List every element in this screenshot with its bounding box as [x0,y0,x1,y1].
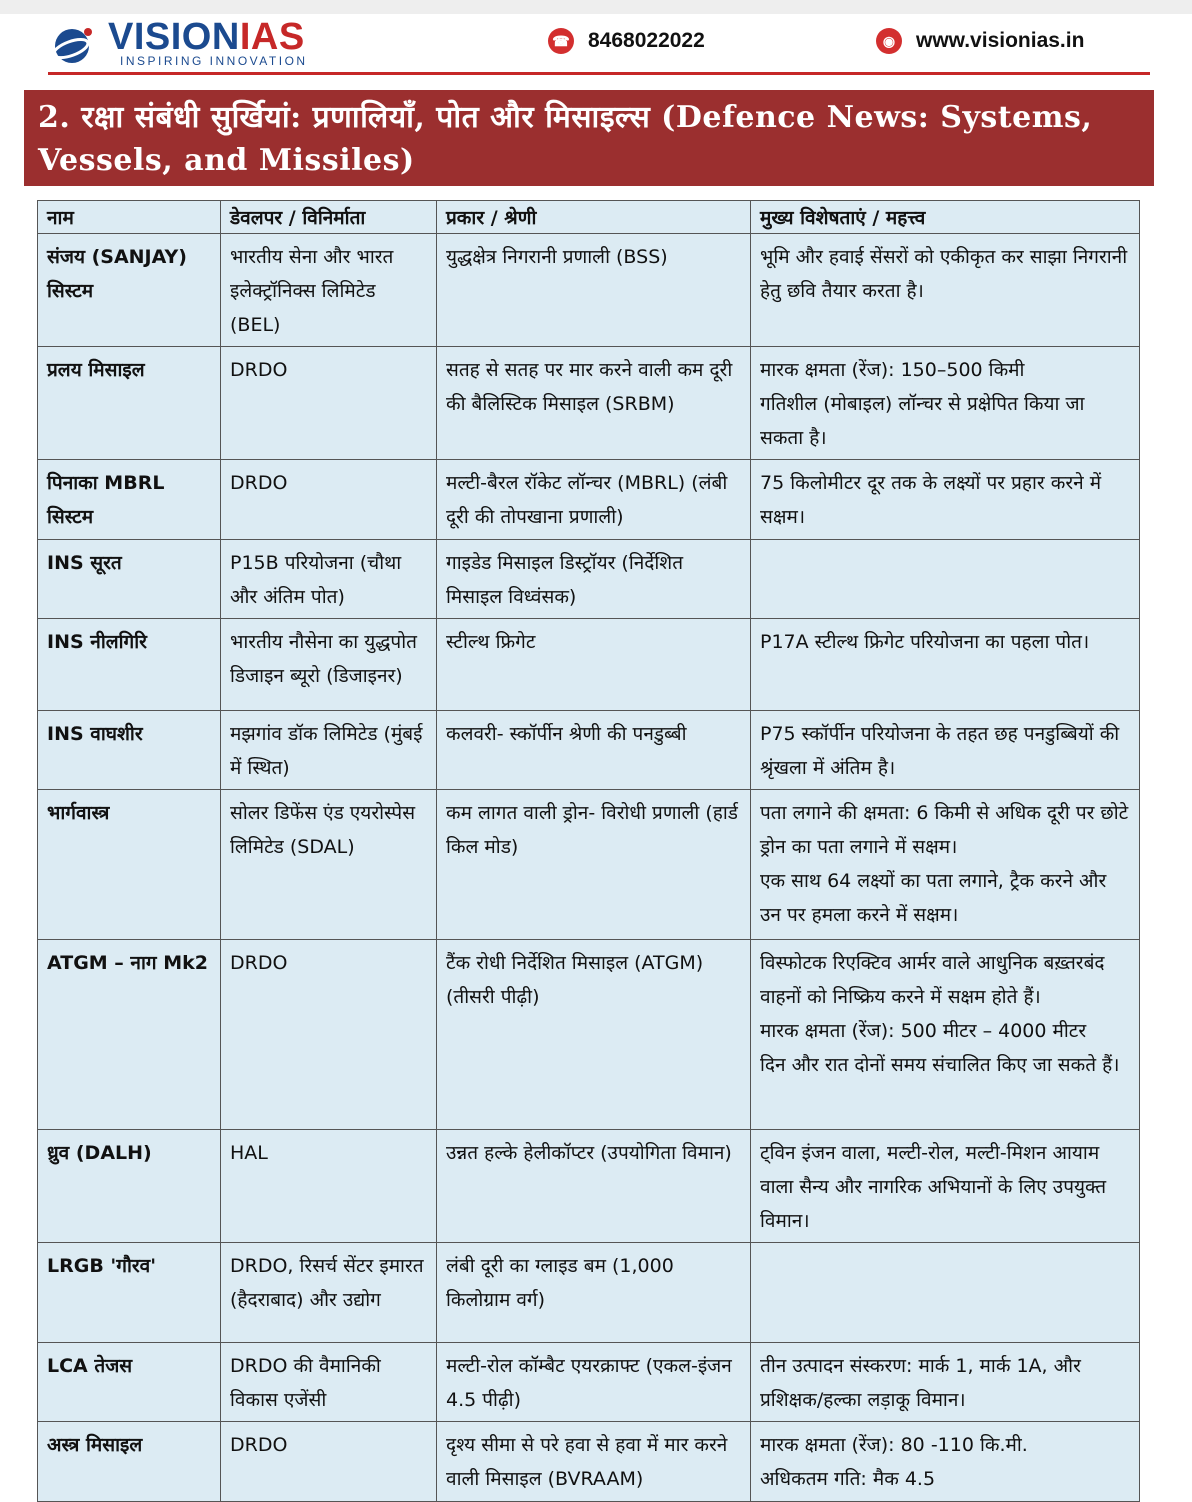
row-name: INS नीलगिरि [38,619,221,711]
table-row [38,540,1140,619]
feature-text: 75 किलोमीटर दूर तक के लक्ष्यों पर प्रहार करने में सक्षम। [760,472,1102,528]
row-features [751,940,1140,1130]
top-strip [0,0,1192,14]
header-type: प्रकार / श्रेणी [437,201,751,234]
table-row [38,1343,1140,1422]
header-name: नाम [38,201,221,234]
table-row [38,790,1140,940]
row-type: उन्नत हल्के हेलीकॉप्टर (उपयोगिता विमान) [437,1130,751,1243]
row-features [751,460,1140,540]
row-developer: DRDO [221,1422,437,1502]
logo-accent-text: IAS [239,16,305,58]
row-type: लंबी दूरी का ग्लाइड बम (1,000 किलोग्राम वर्ग) [437,1243,751,1343]
row-name: अस्त्र मिसाइल [38,1422,221,1502]
table-row [38,234,1140,347]
row-features [751,619,1140,711]
row-developer: DRDO, रिसर्च सेंटर इमारत (हैदराबाद) और उद्योग [221,1243,437,1343]
header-divider [48,72,1150,75]
row-developer: सोलर डिफेंस एंड एयरोस्पेस लिमिटेड (SDAL) [221,790,437,940]
header-features: मुख्य विशेषताएं / महत्त्व [751,201,1140,234]
row-type: मल्टी-रोल कॉम्बैट एयरक्राफ्ट (एकल-इंजन 4.5 पीढ़ी) [437,1343,751,1422]
phone-contact [548,28,705,54]
feature-text: विस्फोटक रिएक्टिव आर्मर वाले आधुनिक बख़्तरबंद वाहनों को निष्क्रिय करने में सक्षम होते हैं। [760,952,1105,1008]
phone-number: 8468022022 [588,29,705,52]
row-name: पिनाका MBRL सिस्टम [38,460,221,540]
table-row [38,347,1140,460]
table-row [38,460,1140,540]
feature-text: अधिकतम गति: मैक 4.5 [760,1468,936,1490]
table-row [38,1130,1140,1243]
row-features [751,347,1140,460]
feature-text: मारक क्षमता (रेंज): 80 -110 कि.मी. [760,1434,1028,1456]
row-type: स्टील्थ फ्रिगेट [437,619,751,711]
row-developer: DRDO [221,347,437,460]
table-body [38,234,1140,1502]
row-name: INS वाघशीर [38,711,221,790]
table-row [38,1243,1140,1343]
row-type: युद्धक्षेत्र निगरानी प्रणाली (BSS) [437,234,751,347]
feature-text: तीन उत्पादन संस्करण: मार्क 1, मार्क 1A, और प्रशिक्षक/हल्का लड़ाकू विमान। [760,1355,1081,1411]
row-features [751,1343,1140,1422]
table-row [38,711,1140,790]
logo-tagline: INSPIRING INNOVATION [120,54,308,68]
row-type: टैंक रोधी निर्देशित मिसाइल (ATGM) (तीसरी पीढ़ी) [437,940,751,1130]
feature-text: भूमि और हवाई सेंसरों को एकीकृत कर साझा निगरानी हेतु छवि तैयार करता है। [760,246,1128,302]
row-name: LRGB 'गौरव' [38,1243,221,1343]
table-row [38,619,1140,711]
feature-text: एक साथ 64 लक्ष्यों का पता लगाने, ट्रैक करने और उन पर हमला करने में सक्षम। [760,870,1107,926]
row-developer: P15B परियोजना (चौथा और अंतिम पोत) [221,540,437,619]
row-name: LCA तेजस [38,1343,221,1422]
row-features [751,790,1140,940]
table-row [38,940,1140,1130]
row-name: ध्रुव (DALH) [38,1130,221,1243]
row-developer: DRDO की वैमानिकी विकास एजेंसी [221,1343,437,1422]
row-type: कम लागत वाली ड्रोन- विरोधी प्रणाली (हार्ड किल मोड) [437,790,751,940]
feature-text: गतिशील (मोबाइल) लॉन्चर से प्रक्षेपित किया जा सकता है। [760,393,1085,449]
table-row [38,1422,1140,1502]
table-header-row [38,201,1140,234]
row-developer: भारतीय सेना और भारत इलेक्ट्रॉनिक्स लिमिटेड (BEL) [221,234,437,347]
row-name: भार्गवास्त्र [38,790,221,940]
row-type: दृश्य सीमा से परे हवा से हवा में मार करने वाली मिसाइल (BVRAAM) [437,1422,751,1502]
row-type: मल्टी-बैरल रॉकेट लॉन्चर (MBRL) (लंबी दूरी की तोपखाना प्रणाली) [437,460,751,540]
row-developer: DRDO [221,940,437,1130]
feature-text: P17A स्टील्थ फ्रिगेट परियोजना का पहला पोत। [760,631,1090,653]
row-features [751,1243,1140,1343]
row-features [751,234,1140,347]
vision-ias-logo [48,16,318,70]
feature-text: P75 स्कॉर्पीन परियोजना के तहत छह पनडुब्बियों की श्रृंखला में अंतिम है। [760,723,1120,779]
defence-news-table [37,200,1140,1502]
website-contact [876,28,1084,54]
row-name: INS सूरत [38,540,221,619]
row-features [751,1422,1140,1502]
row-features [751,1130,1140,1243]
globe-icon: ◉ [876,28,902,54]
row-type: कलवरी- स्कॉर्पीन श्रेणी की पनडुब्बी [437,711,751,790]
row-name: ATGM – नाग Mk2 [38,940,221,1130]
section-title: 2. रक्षा संबंधी सुर्खियां: प्रणालियाँ, पोत और मिसाइल्स (Defence News: Systems, Vessels, and Missiles) [24,90,1154,186]
website-url: www.visionias.in [916,29,1085,52]
row-name: संजय (SANJAY) सिस्टम [38,234,221,347]
logo-main-text: VISION [108,16,240,58]
row-features [751,711,1140,790]
row-developer: DRDO [221,460,437,540]
row-features [751,540,1140,619]
logo-wordmark [108,16,305,59]
row-developer: मझगांव डॉक लिमिटेड (मुंबई में स्थित) [221,711,437,790]
logo-globe-icon [52,26,92,66]
row-developer: भारतीय नौसेना का युद्धपोत डिजाइन ब्यूरो (डिजाइनर) [221,619,437,711]
row-developer: HAL [221,1130,437,1243]
feature-text: मारक क्षमता (रेंज): 150–500 किमी [760,359,1025,381]
page-header [48,14,1150,74]
phone-icon: ☎ [548,28,574,54]
feature-text: दिन और रात दोनों समय संचालित किए जा सकते हैं। [760,1054,1120,1076]
feature-text: पता लगाने की क्षमता: 6 किमी से अधिक दूरी पर छोटे ड्रोन का पता लगाने में सक्षम। [760,802,1129,858]
feature-text: ट्विन इंजन वाला, मल्टी-रोल, मल्टी-मिशन आयाम वाला सैन्य और नागरिक अभियानों के लिए उपयुक्त विमान। [760,1142,1107,1232]
row-type: गाइडेड मिसाइल डिस्ट्रॉयर (निर्देशित मिसाइल विध्वंसक) [437,540,751,619]
header-developer: डेवलपर / विनिर्माता [221,201,437,234]
row-name: प्रलय मिसाइल [38,347,221,460]
row-type: सतह से सतह पर मार करने वाली कम दूरी की बैलिस्टिक मिसाइल (SRBM) [437,347,751,460]
feature-text: मारक क्षमता (रेंज): 500 मीटर – 4000 मीटर [760,1020,1087,1042]
